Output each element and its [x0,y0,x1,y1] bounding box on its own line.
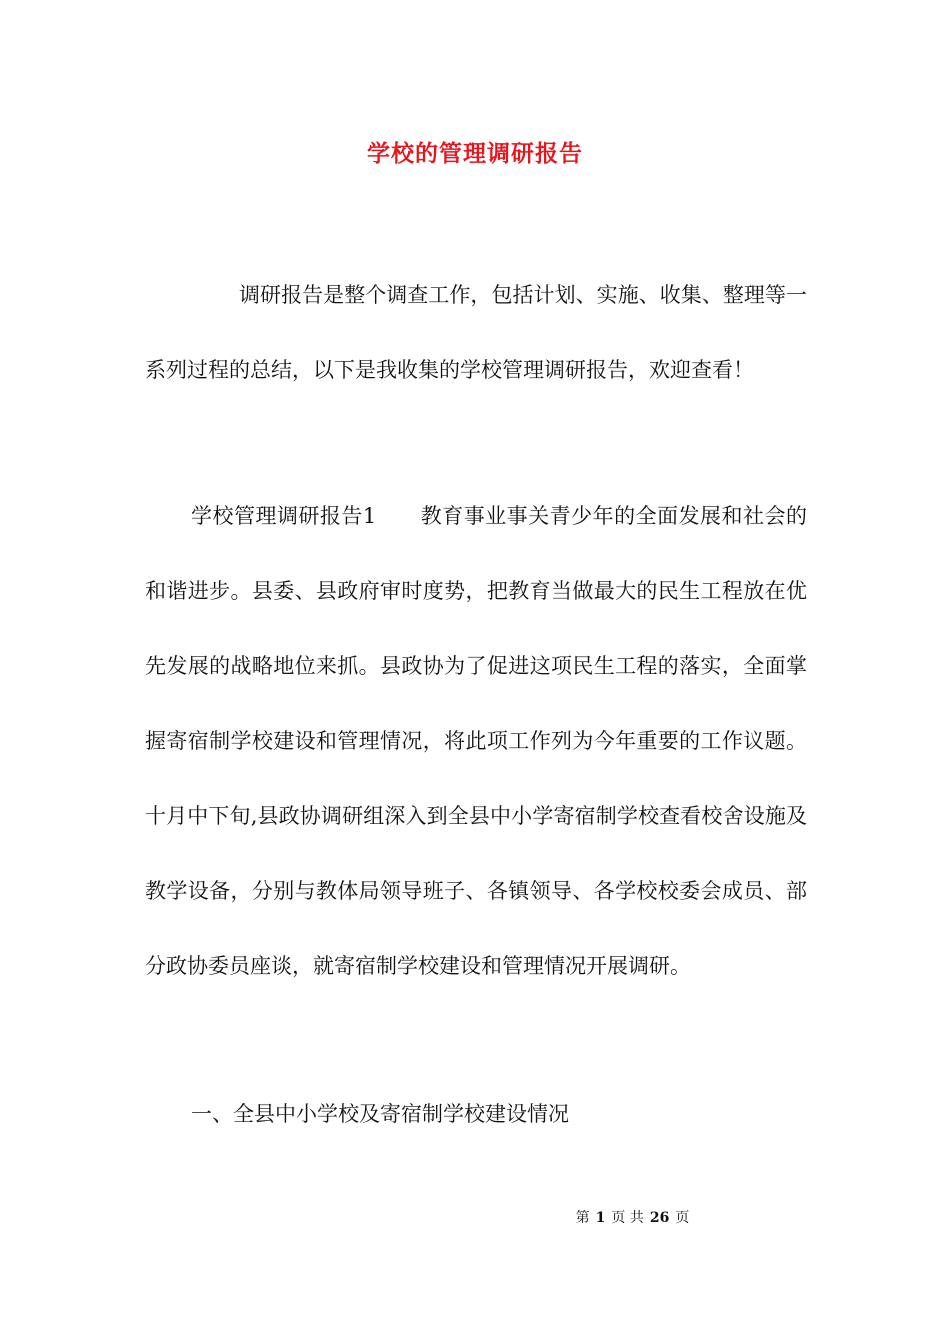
report-heading: 学校管理调研报告1 [191,504,377,528]
section-heading-one: 一、全县中小学校及寄宿制学校建设情况 [191,1102,569,1126]
footer-suffix: 页 [675,1210,690,1226]
page-footer [0,1208,950,1228]
footer-middle: 页 共 [611,1210,644,1226]
document-title: 学校的管理调研报告 [367,140,583,167]
report-paragraph [145,479,807,1004]
footer-current-page: 1 [595,1210,606,1226]
report-body: 教育事业事关青少年的全面发展和社会的和谐进步。县委、县政府审时度势，把教育当做最大的民生工程放在优先发展的战略地位来抓。县政协为了促进这项民生工程的落实，全面掌握寄宿制学校建设和管理情况，将此项工作列为今年重要的工作议题。十月中下旬,县政协调研组深入到全县中小学寄宿制学校查看校舍设施及教学设备，分别与教体局领导班子、各镇领导、各学校校委会成员、部分政协委员座谈，就寄宿制学校建设和管理情况开展调研。 [145,504,807,978]
intro-paragraph: 调研报告是整个调查工作，包括计划、实施、收集、整理等一系列过程的总结，以下是我收集的学校管理调研报告，欢迎查看！ [145,283,807,382]
footer-prefix: 第 [575,1210,590,1226]
footer-total-pages: 26 [649,1210,670,1226]
